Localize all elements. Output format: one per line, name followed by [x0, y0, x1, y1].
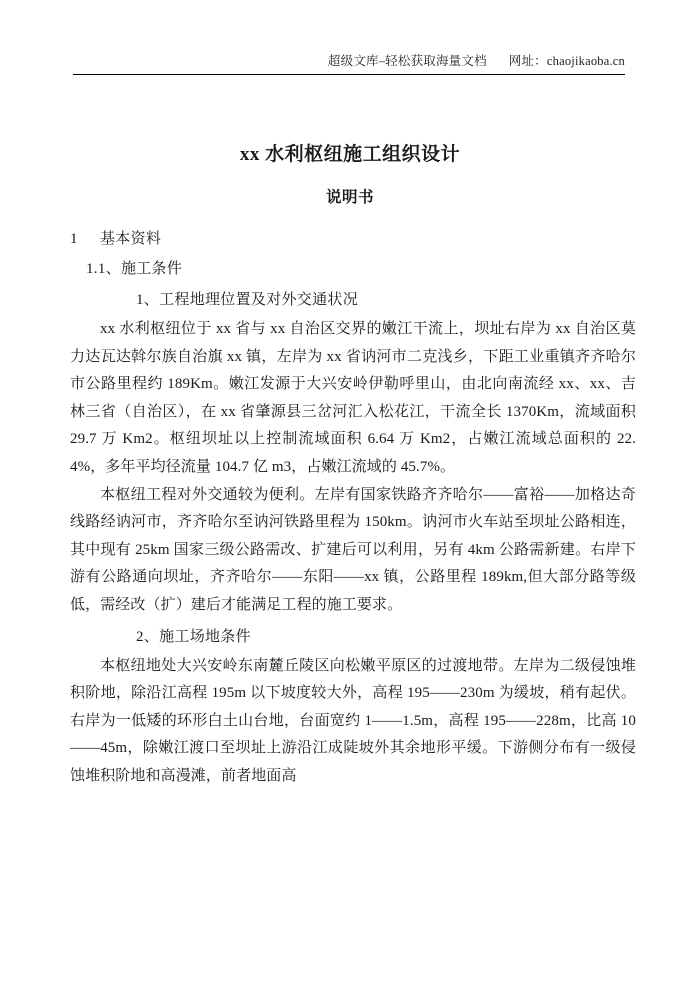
header-divider-rule [73, 74, 625, 75]
sub-subsection-heading-2: 2、施工场地条件 [136, 628, 251, 645]
subsection-heading-1-1: 1.1、施工条件 [86, 261, 183, 277]
paragraph-site-conditions: 本枢纽地处大兴安岭东南麓丘陵区向松嫩平原区的过渡地带。左岸为二级侵蚀堆积阶地，除沿江高程 195m 以下坡度较大外，高程 195——230m 为缓坡，稍有起伏。右岸为一低矮的环形白土山台地，台面宽约 1——1.5m，高程 195——228m，比高 10——45m，除嫩江渡口至坝址上游沿江成陡坡外其余地形平缓。下游侧分布有一级侵蚀堆积阶地和高漫滩，前者地面高 [70, 657, 636, 784]
page-title: xx 水利枢纽施工组织设计 [239, 144, 461, 165]
section-number: 1 [70, 231, 78, 247]
document-body [60, 140, 640, 791]
header-site-text: 超级文库–轻松获取海量文档 [327, 54, 487, 68]
section-title: 基本资料 [100, 231, 162, 247]
paragraph-location-overview: xx 水利枢纽位于 xx 省与 xx 自治区交界的嫩江干流上，坝址右岸为 xx 自治区莫力达瓦达斡尔族自治旗 xx 镇，左岸为 xx 省讷河市二克浅乡，下距工业重镇齐齐哈尔市公路里程约 189Km。嫩江发源于大兴安岭伊勒呼里山，由北向南流经 xx、xx、吉林三省（自治区），在 xx 省肇源县三岔河汇入松花江，干流全长 1370Km，流域面积 29.7 万 Km2。枢纽坝址以上控制流域面积 6.64 万 Km2，占嫩江流域总面积的 22.4%，多年平均径流量 104.7 亿 m3，占嫩江流域的 45.7%。 [70, 321, 636, 475]
sub-subsection-heading-1: 1、工程地理位置及对外交通状况 [136, 292, 359, 308]
page-header [73, 53, 625, 69]
document-subtitle: 说明书 [325, 189, 374, 206]
header-url-label: 网址：chaojikaoba.cn [508, 54, 625, 68]
paragraph-external-transport: 本枢纽工程对外交通较为便利。左岸有国家铁路齐齐哈尔——富裕——加格达奇线路经讷河市，齐齐哈尔至讷河铁路里程为 150km。讷河市火车站至坝址公路相连，其中现有 25km 国家三级公路需改、扩建后可以利用，另有 4km 公路需新建。右岸下游有公路通向坝址，齐齐哈尔——东阳——xx 镇，公路里程 189km,但大部分路等级低，需经改（扩）建后才能满足工程的施工要求。 [70, 486, 636, 613]
section-heading-1 [60, 224, 640, 254]
